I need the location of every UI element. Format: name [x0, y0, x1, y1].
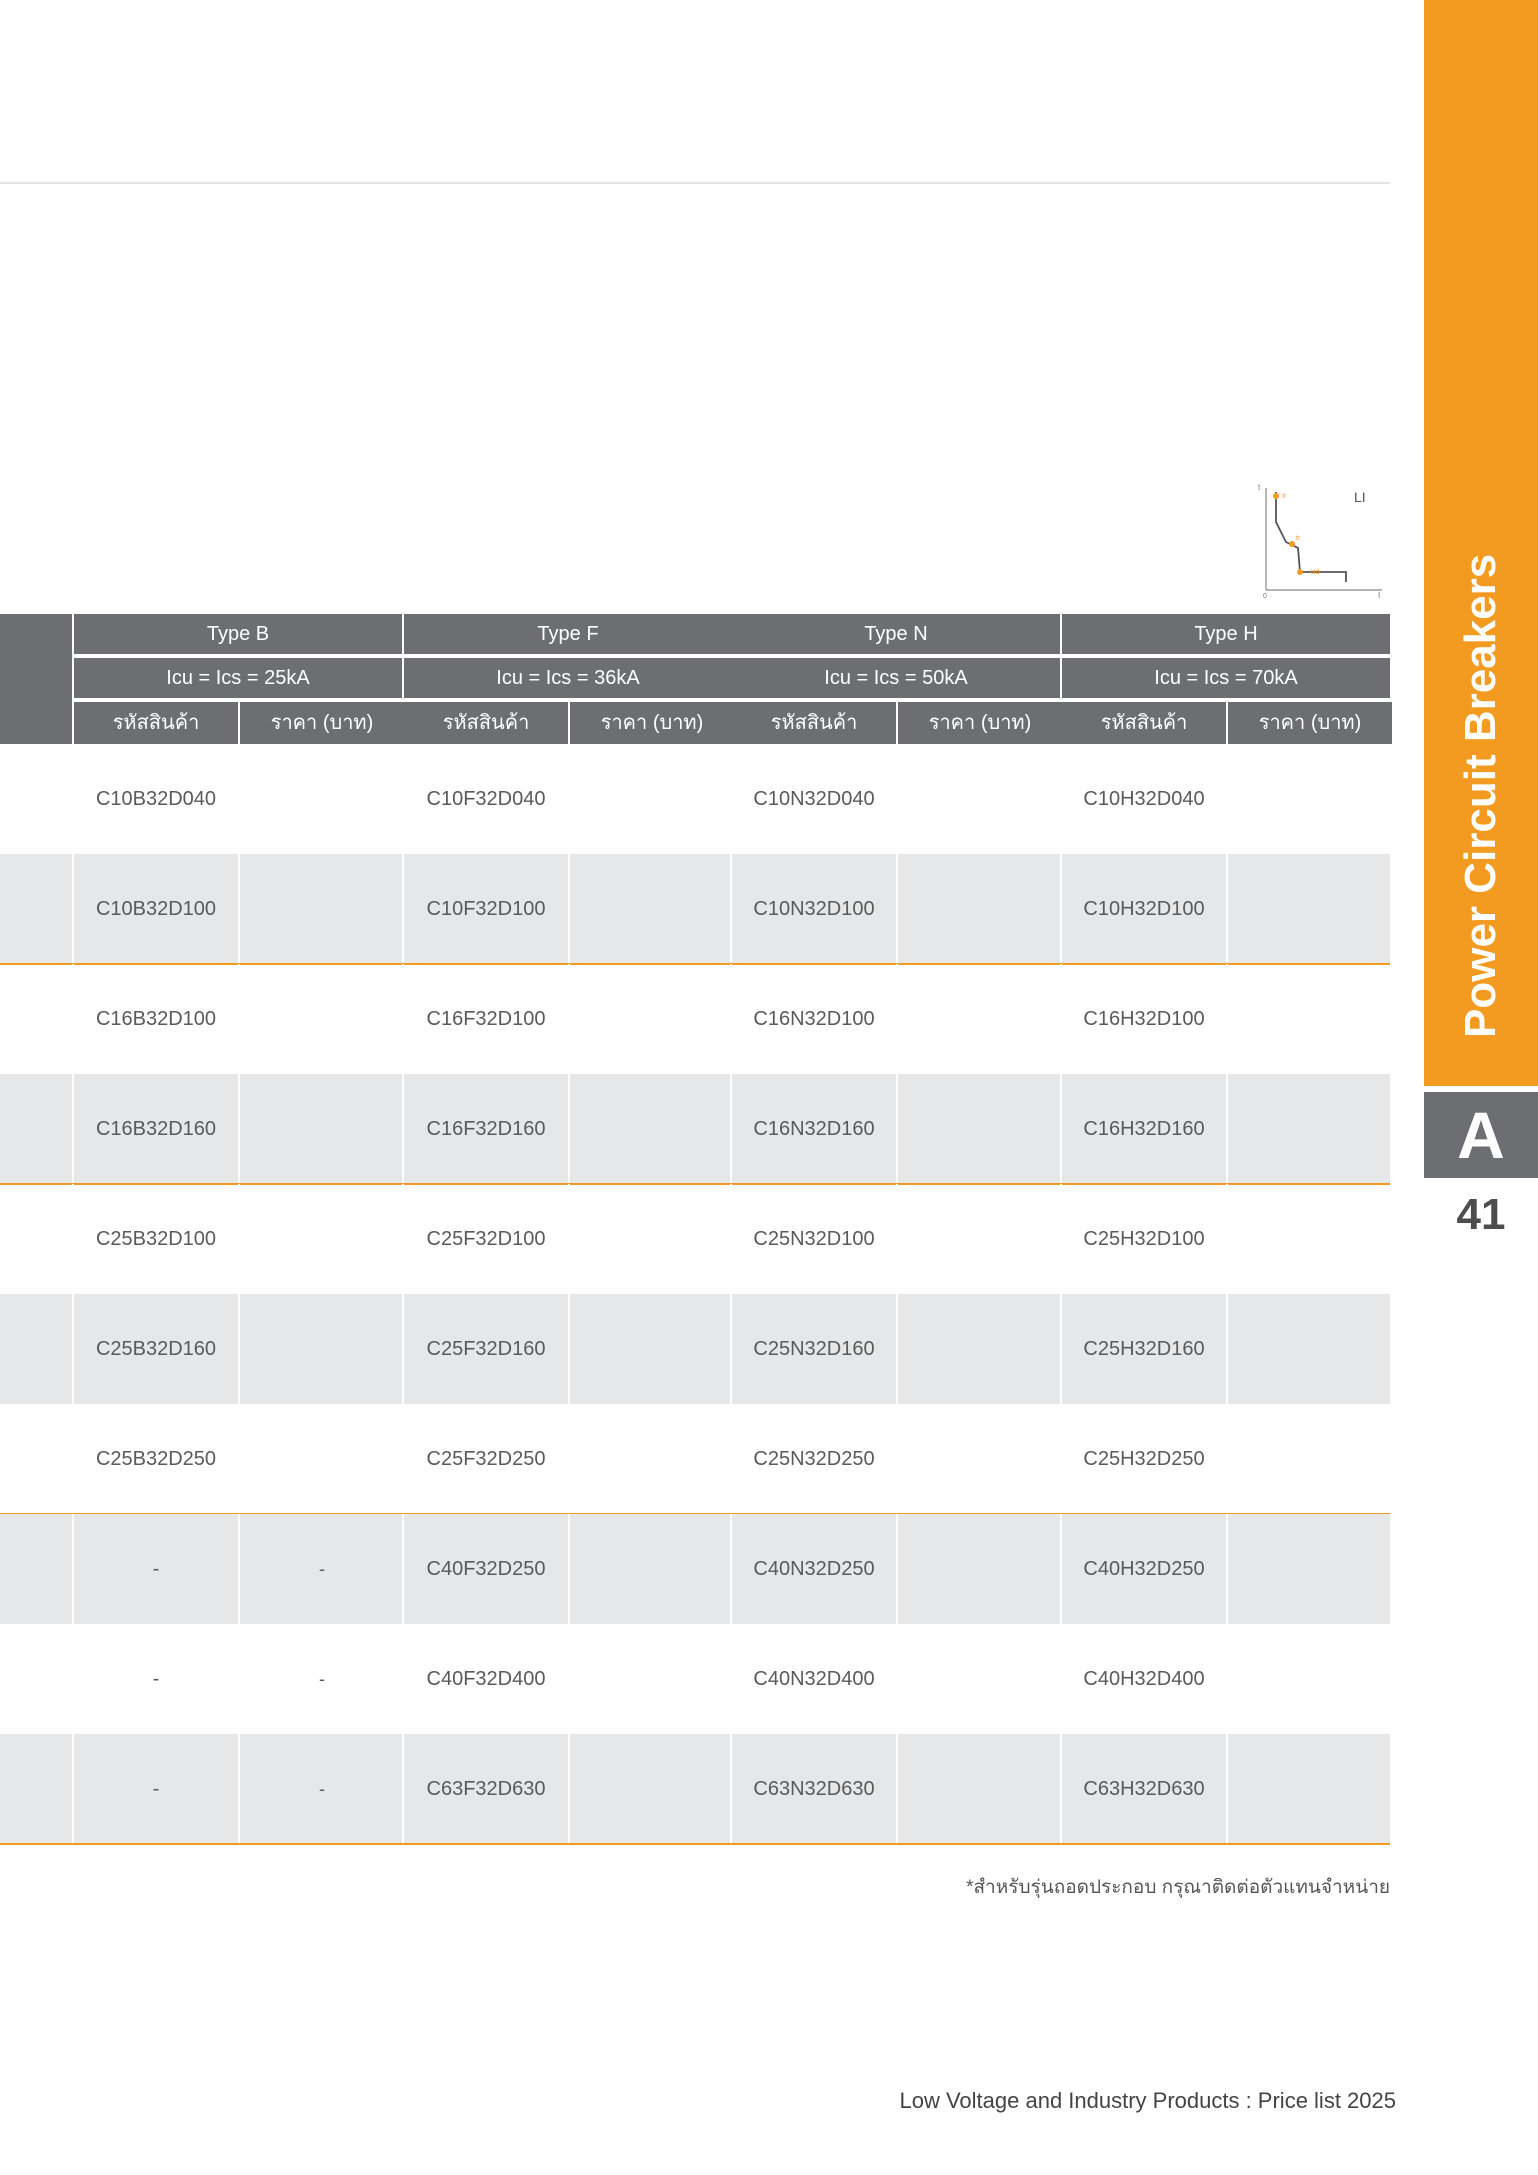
price-value — [898, 1734, 1062, 1844]
price-value: - — [319, 1779, 325, 1799]
price-value — [570, 854, 734, 964]
price-value — [898, 964, 1062, 1074]
product-code: C40H32D250 — [1083, 1558, 1205, 1580]
product-code: C25N32D100 — [753, 1228, 875, 1250]
product-code: C10N32D040 — [753, 788, 875, 810]
curve-axis-x: I — [1378, 591, 1381, 600]
curve-origin: 0 — [1263, 593, 1267, 600]
product-code: C25B32D100 — [95, 1228, 217, 1250]
price-value — [570, 1294, 734, 1404]
price-value — [898, 1404, 1062, 1514]
row-lead-cell — [0, 1734, 72, 1844]
product-code: C63F32D630 — [426, 1778, 546, 1800]
price-value — [570, 1514, 734, 1624]
price-value — [1228, 744, 1392, 854]
type-header: Type B — [74, 614, 402, 654]
row-lead-cell — [0, 1184, 72, 1294]
price-value — [1228, 1734, 1392, 1844]
product-code: - — [152, 1778, 160, 1800]
product-code: C10B32D040 — [95, 788, 217, 810]
product-code: - — [152, 1558, 160, 1580]
product-code: C16H32D160 — [1083, 1118, 1205, 1140]
product-code: C40H32D400 — [1083, 1668, 1205, 1690]
footnote: *สำหรับรุ่นถอดประกอบ กรุณาติดต่อตัวแทนจำหน่าย — [966, 1877, 1390, 1898]
price-value — [898, 744, 1062, 854]
product-code: - — [152, 1668, 160, 1690]
table-row — [0, 1294, 1390, 1404]
col-header-code: รหัสสินค้า — [732, 702, 896, 744]
table-row — [0, 744, 1390, 854]
price-value — [1228, 1074, 1392, 1184]
product-code: C16F32D160 — [426, 1118, 546, 1140]
rating-header: Icu = Ics = 50kA — [732, 658, 1060, 698]
product-code: C25H32D100 — [1083, 1228, 1205, 1250]
price-value — [898, 1294, 1062, 1404]
product-code: C16B32D160 — [95, 1118, 217, 1140]
product-code: C16H32D100 — [1083, 1008, 1205, 1030]
row-lead-cell — [0, 1404, 72, 1514]
product-code: C25N32D250 — [753, 1448, 875, 1470]
rating-header: Icu = Ics = 70kA — [1062, 658, 1390, 698]
section-letter: A — [1424, 1092, 1538, 1178]
type-header: Type N — [732, 614, 1060, 654]
product-code: C16N32D160 — [753, 1118, 875, 1140]
price-value — [570, 1624, 734, 1734]
price-value — [1228, 964, 1392, 1074]
curve-label: LI — [1354, 489, 1366, 505]
price-value — [240, 744, 404, 854]
rating-header: Icu = Ics = 36kA — [404, 658, 732, 698]
product-code: C16N32D100 — [753, 1008, 875, 1030]
curve-axis-y: t — [1258, 483, 1261, 492]
col-header-price: ราคา (บาท) — [898, 702, 1062, 744]
price-value — [1228, 854, 1392, 964]
price-value — [240, 1404, 404, 1514]
top-divider — [0, 182, 1390, 184]
row-lead-cell — [0, 1294, 72, 1404]
product-code: C25H32D250 — [1083, 1448, 1205, 1470]
section-title: Power Circuit Breakers — [1456, 553, 1505, 1038]
price-value — [240, 1074, 404, 1184]
price-value — [898, 1514, 1062, 1624]
table-header-lead — [0, 614, 72, 744]
col-header-price: ราคา (บาท) — [1228, 702, 1392, 744]
type-header: Type H — [1062, 614, 1390, 654]
product-code: C16F32D100 — [426, 1008, 546, 1030]
product-code: C25F32D160 — [426, 1338, 546, 1360]
row-lead-cell — [0, 744, 72, 854]
product-code: C25F32D250 — [426, 1448, 546, 1470]
price-value — [1228, 1404, 1392, 1514]
product-code: C25N32D160 — [753, 1338, 875, 1360]
row-lead-cell — [0, 854, 72, 964]
price-value — [240, 1184, 404, 1294]
price-value — [898, 1074, 1062, 1184]
price-value — [1228, 1514, 1392, 1624]
price-value: - — [319, 1669, 325, 1689]
curve-mark-isd: Isd — [1310, 569, 1320, 576]
page-number: 41 — [1456, 1190, 1506, 1239]
product-code: C25B32D250 — [95, 1448, 217, 1470]
table-row — [0, 964, 1390, 1074]
row-lead-cell — [0, 1074, 72, 1184]
table-row — [0, 1734, 1390, 1844]
table-row — [0, 1184, 1390, 1294]
table-row — [0, 854, 1390, 964]
price-value — [1228, 1624, 1392, 1734]
price-value — [898, 1624, 1062, 1734]
row-lead-cell — [0, 964, 72, 1074]
price-value — [570, 744, 734, 854]
table-row — [0, 1074, 1390, 1184]
product-code: C10B32D100 — [95, 898, 217, 920]
col-header-price: ราคา (บาท) — [570, 702, 734, 744]
price-value — [570, 1184, 734, 1294]
trip-curve-icon — [1254, 480, 1384, 600]
col-header-code: รหัสสินค้า — [1062, 702, 1226, 744]
product-code: C10N32D100 — [753, 898, 875, 920]
table-row — [0, 1624, 1390, 1734]
price-value — [1228, 1184, 1392, 1294]
curve-mark-ir: Ir — [1282, 493, 1287, 500]
type-header: Type F — [404, 614, 732, 654]
row-lead-cell — [0, 1624, 72, 1734]
product-code: C25H32D160 — [1083, 1338, 1205, 1360]
price-value — [240, 964, 404, 1074]
price-value — [240, 1294, 404, 1404]
group-separator — [0, 1843, 1390, 1845]
price-value — [570, 1074, 734, 1184]
rating-header: Icu = Ics = 25kA — [74, 658, 402, 698]
price-value — [570, 1734, 734, 1844]
price-value — [240, 854, 404, 964]
col-header-code: รหัสสินค้า — [404, 702, 568, 744]
product-code: C40N32D250 — [753, 1558, 875, 1580]
curve-mark-tr: tr — [1296, 535, 1301, 542]
product-code: C25F32D100 — [426, 1228, 546, 1250]
row-lead-cell — [0, 1514, 72, 1624]
product-code: C10F32D040 — [426, 788, 546, 810]
footer-text: Low Voltage and Industry Products : Price list 2025 — [899, 2088, 1396, 2113]
product-code: C63H32D630 — [1083, 1778, 1205, 1800]
col-header-code: รหัสสินค้า — [74, 702, 238, 744]
product-code: C10F32D100 — [426, 898, 546, 920]
price-value: - — [319, 1559, 325, 1579]
table-row — [0, 1404, 1390, 1514]
product-code: C25B32D160 — [95, 1338, 217, 1360]
product-code: C10H32D100 — [1083, 898, 1205, 920]
product-code: C10H32D040 — [1083, 788, 1205, 810]
price-value — [1228, 1294, 1392, 1404]
product-code: C40N32D400 — [753, 1668, 875, 1690]
product-code: C63N32D630 — [753, 1778, 875, 1800]
product-code: C16B32D100 — [95, 1008, 217, 1030]
product-code: C40F32D400 — [426, 1668, 546, 1690]
product-code: C40F32D250 — [426, 1558, 546, 1580]
col-header-price: ราคา (บาท) — [240, 702, 404, 744]
price-value — [898, 1184, 1062, 1294]
price-value — [898, 854, 1062, 964]
table-row — [0, 1514, 1390, 1624]
price-value — [570, 1404, 734, 1514]
price-value — [570, 964, 734, 1074]
